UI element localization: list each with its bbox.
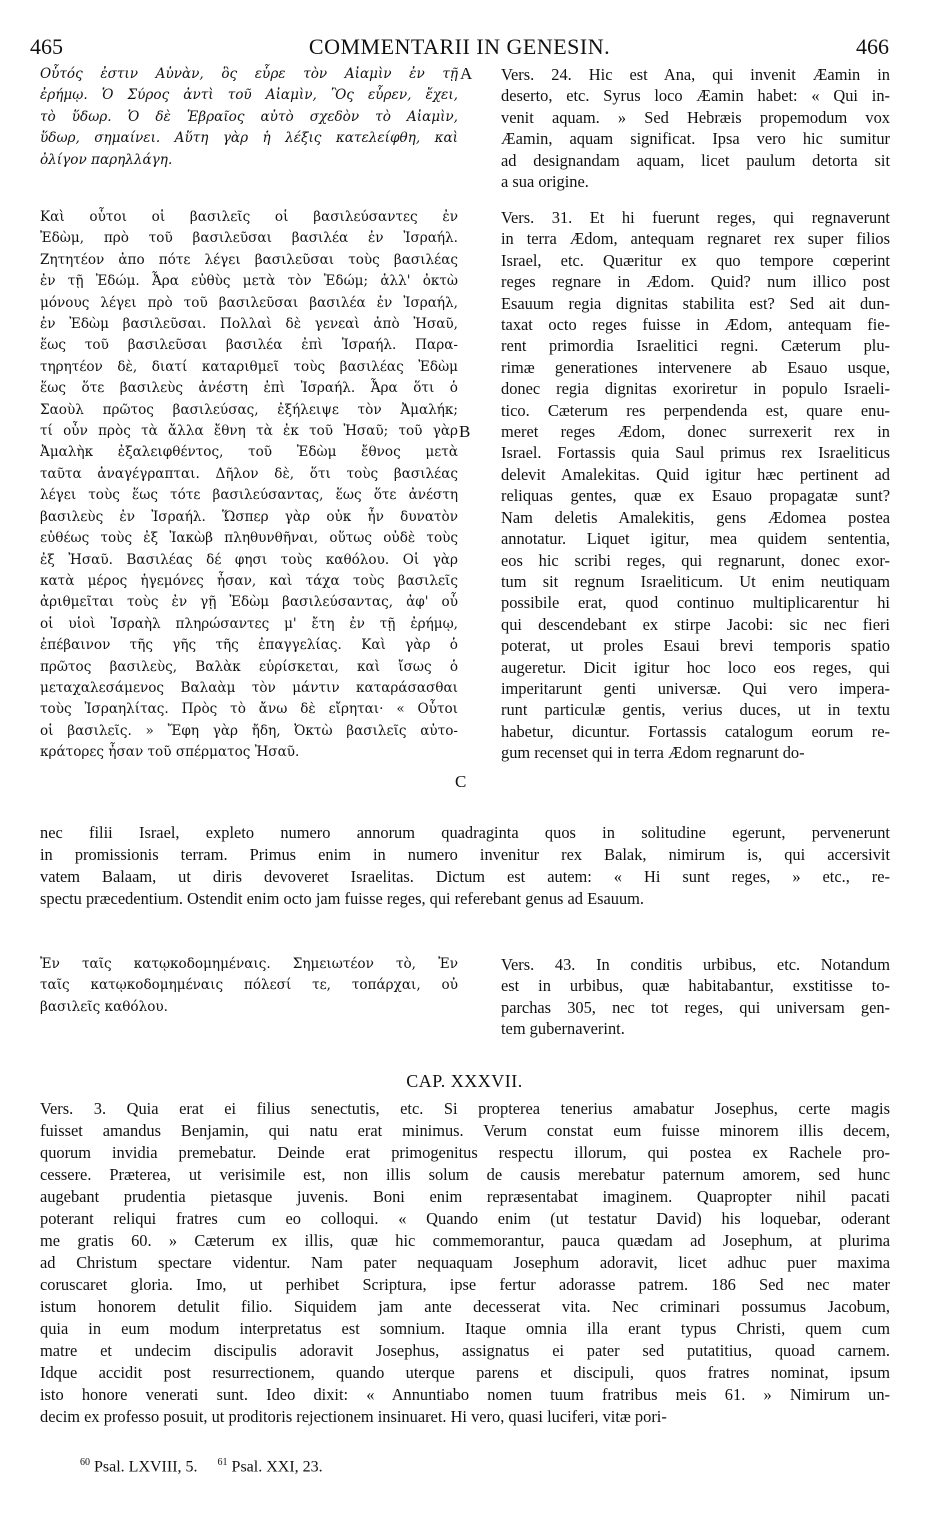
latin-column-block-2 [501, 207, 890, 764]
text-line: qui descendebant ex stirpe Jacobi: sic nec fieri [501, 614, 890, 634]
text-line: rent primordia Israelitici regni. Cæterum plu- [501, 336, 890, 356]
text-line: donec regia dignitas exoriretur in populo Israeli- [501, 379, 890, 399]
text-line: ἕως τοῦ βασιλεῦσαι βασιλέα ἐπὶ Ἰσραήλ. Παρα- [40, 337, 458, 354]
text-line: taxat octo reges fuisse in Ædom, antequam fie- [501, 315, 890, 335]
greek-column-block-3 [40, 954, 458, 1018]
latin-full-width-continuation [40, 822, 890, 910]
footnote-number-61: 61 [217, 1457, 228, 1468]
text-line: in promissionis terram. Primus enim in numero invenitur rex Balak, nimirum is, qui accersivit [40, 845, 890, 864]
text-line: βασιλεῖς καθόλου. [40, 998, 168, 1015]
text-line: Esauum regia dignitas stabilita est? Sed ait dun- [501, 293, 890, 313]
text-line: μόνους λέγει πρὸ τοῦ βασιλεῦσαι βασιλέα ἐν Ἰσραήλ, [40, 294, 458, 311]
text-line: poterant reliqui fratres cum eo colloqui. « Quando enim (ut testatur David) his loquebar, oderant [40, 1209, 890, 1228]
text-line: ἐν τῇ Ἐδώμ. Ἆρα εὐθὺς μετὰ τὸν Ἐδώμ; ἀλλ' ὀκτὼ [40, 273, 458, 290]
text-line: κατὰ μέρος ἡγεμόνες ἦσαν, καὶ τάχα τοὺς βασιλεῖς [40, 572, 458, 589]
margin-letter-a: A [460, 64, 473, 83]
text-line: possibile erat, quod continuo multiplicarentur hi [501, 593, 890, 613]
text-line: Οὗτός ἐστιν Αὐνὰν, ὃς εὗρε τὸν Αἰαμὶν ἐν τῇ [40, 66, 458, 82]
text-line: Σαοὺλ πρῶτος βασιλεύσας, ἐξήλειψε τὸν Ἀμαλήκ; [40, 401, 458, 418]
text-line: Καὶ οὗτοι οἱ βασιλεῖς οἱ βασιλεύσαντες ἐν [40, 209, 458, 225]
text-line: parchas 305, nec tot reges, qui universam gen- [501, 997, 890, 1017]
text-line: Ἐδὼμ, πρὸ τοῦ βασιλεῦσαι βασιλέα ἐν Ἰσραήλ. [40, 230, 458, 247]
text-line: runt particulæ gentis, verius duces, ut in textu [501, 700, 890, 720]
text-line: tem gubernaverint. [501, 1019, 625, 1039]
greek-column-block-1 [40, 64, 458, 171]
text-line: λέγει τοὺς ἕως τότε βασιλεύσαντας, ἕως ὅτε ἀνέστη [40, 487, 458, 504]
text-line: quorum invidia premebatur. Deinde erat primogenitus respectu illorum, qui postea ex Rachele pro- [40, 1143, 890, 1162]
text-line: fuisset amandus Benjamin, qui natu erat minimus. Verum constat eum fuisse minorem illis decem, [40, 1121, 890, 1140]
text-line: Israel, etc. Quæritur ex quo tempore cœperint [501, 250, 890, 270]
chapter-heading: CAP. XXXVII. [406, 1071, 523, 1091]
text-line: ἐρήμῳ. Ὁ Σύρος ἀντὶ τοῦ Αἰαμὶν, Ὃς εὗρεν, ἔχει, [40, 87, 458, 104]
text-line: ad Christum spectare videntur. Nam pater nequaquam Josephum adoravit, licet adhuc puer maxima [40, 1253, 890, 1272]
text-line: μεταχαλεσάμενος Βαλαὰμ τὸν μάντιν καταράσασθαι [40, 679, 458, 696]
text-line: Ἐν ταῖς κατῳκοδομημέναις. Σημειωτέον τὸ, Ἐν [40, 956, 458, 972]
text-line: Nam deletis Amalekitis, gens Ædomea postea [501, 507, 890, 527]
footnote-number-60: 60 [80, 1457, 90, 1468]
text-line: Vers. 3. Quia erat ei filius senectutis, etc. Si propterea tenerius amabatur Josephus, certe magis [40, 1099, 890, 1118]
right-page-number: 466 [856, 34, 889, 59]
text-line: tico. Cæterum res perpendenda est, quare enu- [501, 400, 890, 420]
text-line: a sua origine. [501, 172, 589, 192]
text-line: matre et undecim discipulis adoravit Josephus, assignatus ei pater sed putatitius, quoad carnem. [40, 1341, 890, 1360]
text-line: τηρητέον δὲ, διατί καταριθμεῖ τοὺς βασιλέας Ἐδὼμ [40, 358, 458, 375]
chapter-text [40, 1098, 890, 1428]
text-line: augeretur. Dicit igitur hoc loco eos reges, qui [501, 657, 890, 677]
text-line: ταῦτα ἀναγέγραπται. Δῆλον δὲ, ὅτι τοὺς βασιλέας [40, 465, 458, 482]
text-line: Vers. 31. Et hi fuerunt reges, qui regnaverunt [501, 208, 890, 227]
text-line: est in urbibus, quæ habitabantur, exstitisse to- [501, 976, 890, 996]
text-line: venit aquam. » Sed Hebræis propemodum vox [501, 107, 890, 127]
latin-column-block-3 [501, 954, 890, 1040]
text-line: Israel. Fortassis quia Saul primus rex Israeliticus [501, 443, 890, 463]
text-line: cessere. Præterea, ut verisimile est, non illis solum de causis merebatur paternum amorem, sed hunc [40, 1165, 890, 1184]
text-line: eos hic scribi reges, qui regnarunt, donec exor- [501, 550, 890, 570]
text-line: Vers. 24. Hic est Ana, qui invenit Æamin in [501, 65, 890, 84]
text-line: istum honorem detulit filio. Siquidem jam ante decesserat vita. Nec criminari possumus Jacobum, [40, 1297, 890, 1316]
text-line: decim ex professo posuit, ut proditoris rejectionem insinuaret. Hi vero, quasi luciferi, vitæ pori- [40, 1407, 667, 1426]
text-line: quia in eum modum interpretatus est somnium. Itaque omnia illa erant typus Christi, quem cum [40, 1319, 890, 1338]
text-line: Ζητητέον ἀπο πότε λέγει βασιλεῦσαι τοὺς βασιλέας [40, 251, 458, 268]
text-line: annotatur. Liquet igitur, mea quidem sententia, [501, 529, 890, 549]
running-title: COMMENTARII IN GENESIN. [308, 34, 611, 59]
text-line: reges regnare in Ædom. Quid? num illico post [501, 272, 890, 292]
text-line: τοὺς Ἰσραηλίτας. Πρὸς τὸ ἄνω δὲ εἴρηται· « Οὗτοι [40, 701, 458, 718]
text-line: ἕως ὅτε βασιλεὺς ἀνέστη ἐπὶ Ἰσραήλ. Ἆρα ὅτι ὁ [40, 380, 458, 397]
footnotes [80, 1457, 323, 1476]
text-line: coruscaret gloria. Imo, ut perhibet Scriptura, ipse fertur adorasse patrem. 186 Sed nec mater [40, 1275, 890, 1294]
margin-letter-b: B [459, 422, 471, 441]
text-line: reliquas gentes, quæ ex Esauo propagatæ sunt? [501, 486, 890, 506]
greek-column-block-2 [40, 207, 458, 764]
text-line: ταῖς κατῳκοδομημέναις πόλεσί τε, τοπάρχαι, οὐ [40, 977, 458, 994]
text-line: ἐν Ἐδὼμ βασιλεῦσαι. Πολλαὶ δὲ γενεαὶ ἀπὸ Ἠσαῦ, [40, 316, 458, 333]
text-line: ἐξ Ἠσαῦ. Βασιλέας δέ φησι τοὺς καθόλου. Οἱ γὰρ [40, 551, 458, 568]
text-line: ὕδωρ, σημαίνει. Αὕτη γὰρ ἡ λέξις κατελείφθη, καὶ [40, 130, 458, 147]
text-line: βασιλεὺς ἐν Ἰσραήλ. Ὥσπερ γὰρ οὐκ ἦν δυνατὸν [40, 508, 458, 525]
text-line: Idque accidit post resurrectionem, quando uterque parens et discipuli, quos fratres nominat, ipsum [40, 1363, 890, 1382]
text-line: ὀλίγον παρηλλάγη. [40, 151, 173, 168]
text-line: poterat, ut proles Esaui brevi temporis spatio [501, 636, 890, 656]
text-line: tum sit regnum Israeliticum. Ut enim neutiquam [501, 571, 890, 591]
margin-letter-c: C [455, 772, 467, 791]
latin-column-block-1 [501, 64, 890, 192]
text-line: meret reges Ædom, donec surrexerit rex in [501, 422, 890, 442]
footnote-60: Psal. LXVIII, 5. [94, 1458, 198, 1476]
text-line: me gratis 60. » Cæterum ex illis, quæ hic commemorantur, pauca quædam ad Josephum, at plurima [40, 1231, 890, 1250]
text-line: τὸ ὕδωρ. Ὁ δὲ Ἑβραῖος αὐτὸ σχεδὸν τὸ Αἰαμὶν, [40, 108, 458, 125]
text-line: gum recenset qui in terra Ædom regnarunt do- [501, 743, 805, 763]
text-line: εὐθέως τοὺς ἐξ Ἰακὼβ πληθυνθῆναι, οὕτως οὐδὲ τοὺς [40, 530, 458, 547]
text-line: rimæ generationes intervenere ab Esauo usque, [501, 357, 890, 377]
running-header [30, 34, 889, 58]
text-line: augebant prudentia pietasque juvenis. Boni enim repræsentabat imaginem. Quapropter nihil pacati [40, 1187, 890, 1206]
footnote-61: Psal. XXI, 23. [231, 1458, 323, 1476]
text-line: οἱ υἱοὶ Ἰσραὴλ πληρώσαντες μ' ἔτη ἐν τῇ ἐρήμῳ, [40, 615, 458, 632]
text-line: ad designandam aquam, licet paulum detorta sit [501, 150, 890, 170]
text-line: ἐπέβαινον τῆς γῆς τῆς ἐπαγγελίας. Καὶ γὰρ ὁ [40, 637, 458, 654]
text-line: isto honore venerati sunt. Ideo dixit: « Annuntiabo nomen tuum fratribus meis 61. » Nimirum un- [40, 1385, 890, 1404]
left-page-number: 465 [30, 34, 63, 59]
text-line: delevit Amalekitas. Quid igitur hæc pertinent ad [501, 464, 890, 484]
text-line: nec filii Israel, expleto numero annorum quadraginta quos in solitudine egerunt, pervenerunt [40, 823, 890, 842]
text-line: in terra Ædom, antequam regnaret rex super filios [501, 229, 890, 249]
text-line: vatem Balaam, ut diris devoveret Israelitas. Dictum est autem: « Hi sunt reges, » etc., re- [40, 867, 890, 886]
text-line: habetur, dicuntur. Fortassis catalogum eorum re- [501, 721, 890, 741]
text-line: οἱ βασιλεῖς. » Ἔφη γὰρ ἤδη, Ὀκτὼ βασιλεῖς αὐτο- [40, 722, 458, 739]
text-line: Vers. 43. In conditis urbibus, etc. Notandum [501, 955, 890, 974]
text-line: spectu præcedentium. Ostendit enim octo jam fuisse reges, qui referebant genus ad Esauum. [40, 889, 645, 908]
text-line: τί οὖν πρὸς τὰ ἄλλα ἔθνη τὰ ἐκ τοῦ Ἠσαῦ; τοῦ γὰρ [40, 423, 458, 440]
text-line: deserto, etc. Syrus loco Æamin habet: « Qui in- [501, 86, 890, 106]
text-line: πρῶτος βασιλεὺς, Βαλὰκ εὑρίσκεται, καὶ ἴσως ὁ [40, 658, 458, 675]
text-line: imperitarunt genti universæ. Qui vero impera- [501, 678, 890, 698]
text-line: ἀριθμεῖται τοὺς ἐν γῇ Ἐδὼμ βασιλεύσαντας, ἀφ' οὗ [40, 594, 458, 611]
text-line: Ἀμαλὴκ ἐξαλειφθέντος, τοῦ Ἐδὼμ ἔθνος μετὰ [40, 444, 458, 461]
text-line: Æamin, aquam significat. Ipsa vero hic sumitur [501, 129, 890, 149]
text-line: κράτορες ἦσαν τοῦ σπέρματος Ἠσαῦ. [40, 744, 300, 761]
